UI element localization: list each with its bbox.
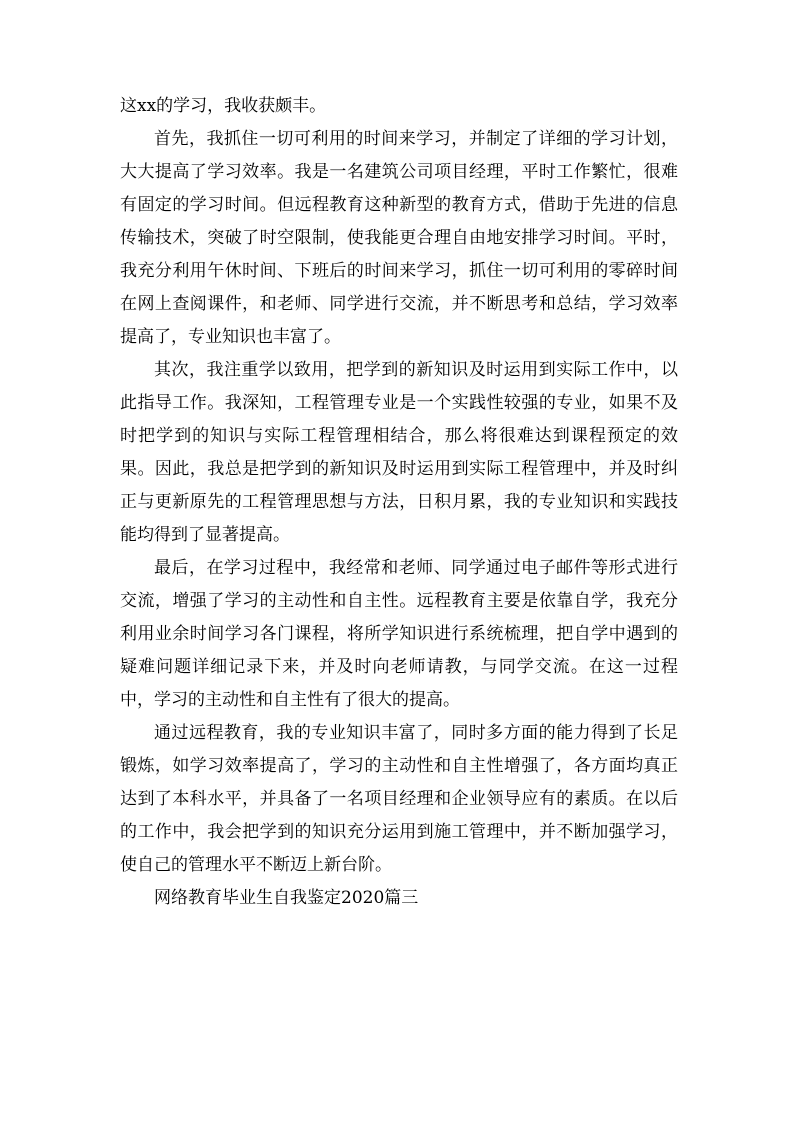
paragraph-first: 首先，我抓住一切可利用的时间来学习，并制定了详细的学习计划，大大提高了学习效率。我是一名建筑公司项目经理，平时工作繁忙，很难有固定的学习时间。但远程教育这种新型的教育方式，借助于先进的信息传输技术，突破了时空限制，使我能更合理自由地安排学习时间。平时，我充分利用午休时间、下班后的时间来学习，抓住一切可利用的零碎时间在网上查阅课件，和老师、同学进行交流，并不断思考和总结，学习效率提高了，专业知识也丰富了。: [120, 129, 678, 347]
paragraph-conclusion: 通过远程教育，我的专业知识丰富了，同时多方面的能力得到了长足锻炼，如学习效率提高了，学习的主动性和自主性增强了，各方面均真正达到了本科水平，并具备了一名项目经理和企业领导应有的素质。在以后的工作中，我会把学到的知识充分运用到施工管理中，并不断加强学习，使自己的管理水平不断迈上新台阶。: [120, 723, 678, 875]
paragraph-intro: 这xx的学习，我收获颇丰。: [120, 96, 327, 116]
section-heading: 网络教育毕业生自我鉴定2020篇三: [154, 888, 419, 908]
document-body: [120, 90, 678, 915]
paragraph-second: 其次，我注重学以致用，把学到的新知识及时运用到实际工作中，以此指导工作。我深知，工程管理专业是一个实践性较强的专业，如果不及时把学到的知识与实际工程管理相结合，那么将很难达到课程预定的效果。因此，我总是把学到的新知识及时运用到实际工程管理中，并及时纠正与更新原先的工程管理思想与方法，日积月累，我的专业知识和实践技能均得到了显著提高。: [120, 360, 678, 545]
paragraph-last: 最后，在学习过程中，我经常和老师、同学通过电子邮件等形式进行交流，增强了学习的主动性和自主性。远程教育主要是依靠自学，我充分利用业余时间学习各门课程，将所学知识进行系统梳理，把自学中遇到的疑难问题详细记录下来，并及时向老师请教，与同学交流。在这一过程中，学习的主动性和自主性有了很大的提高。: [120, 558, 678, 710]
